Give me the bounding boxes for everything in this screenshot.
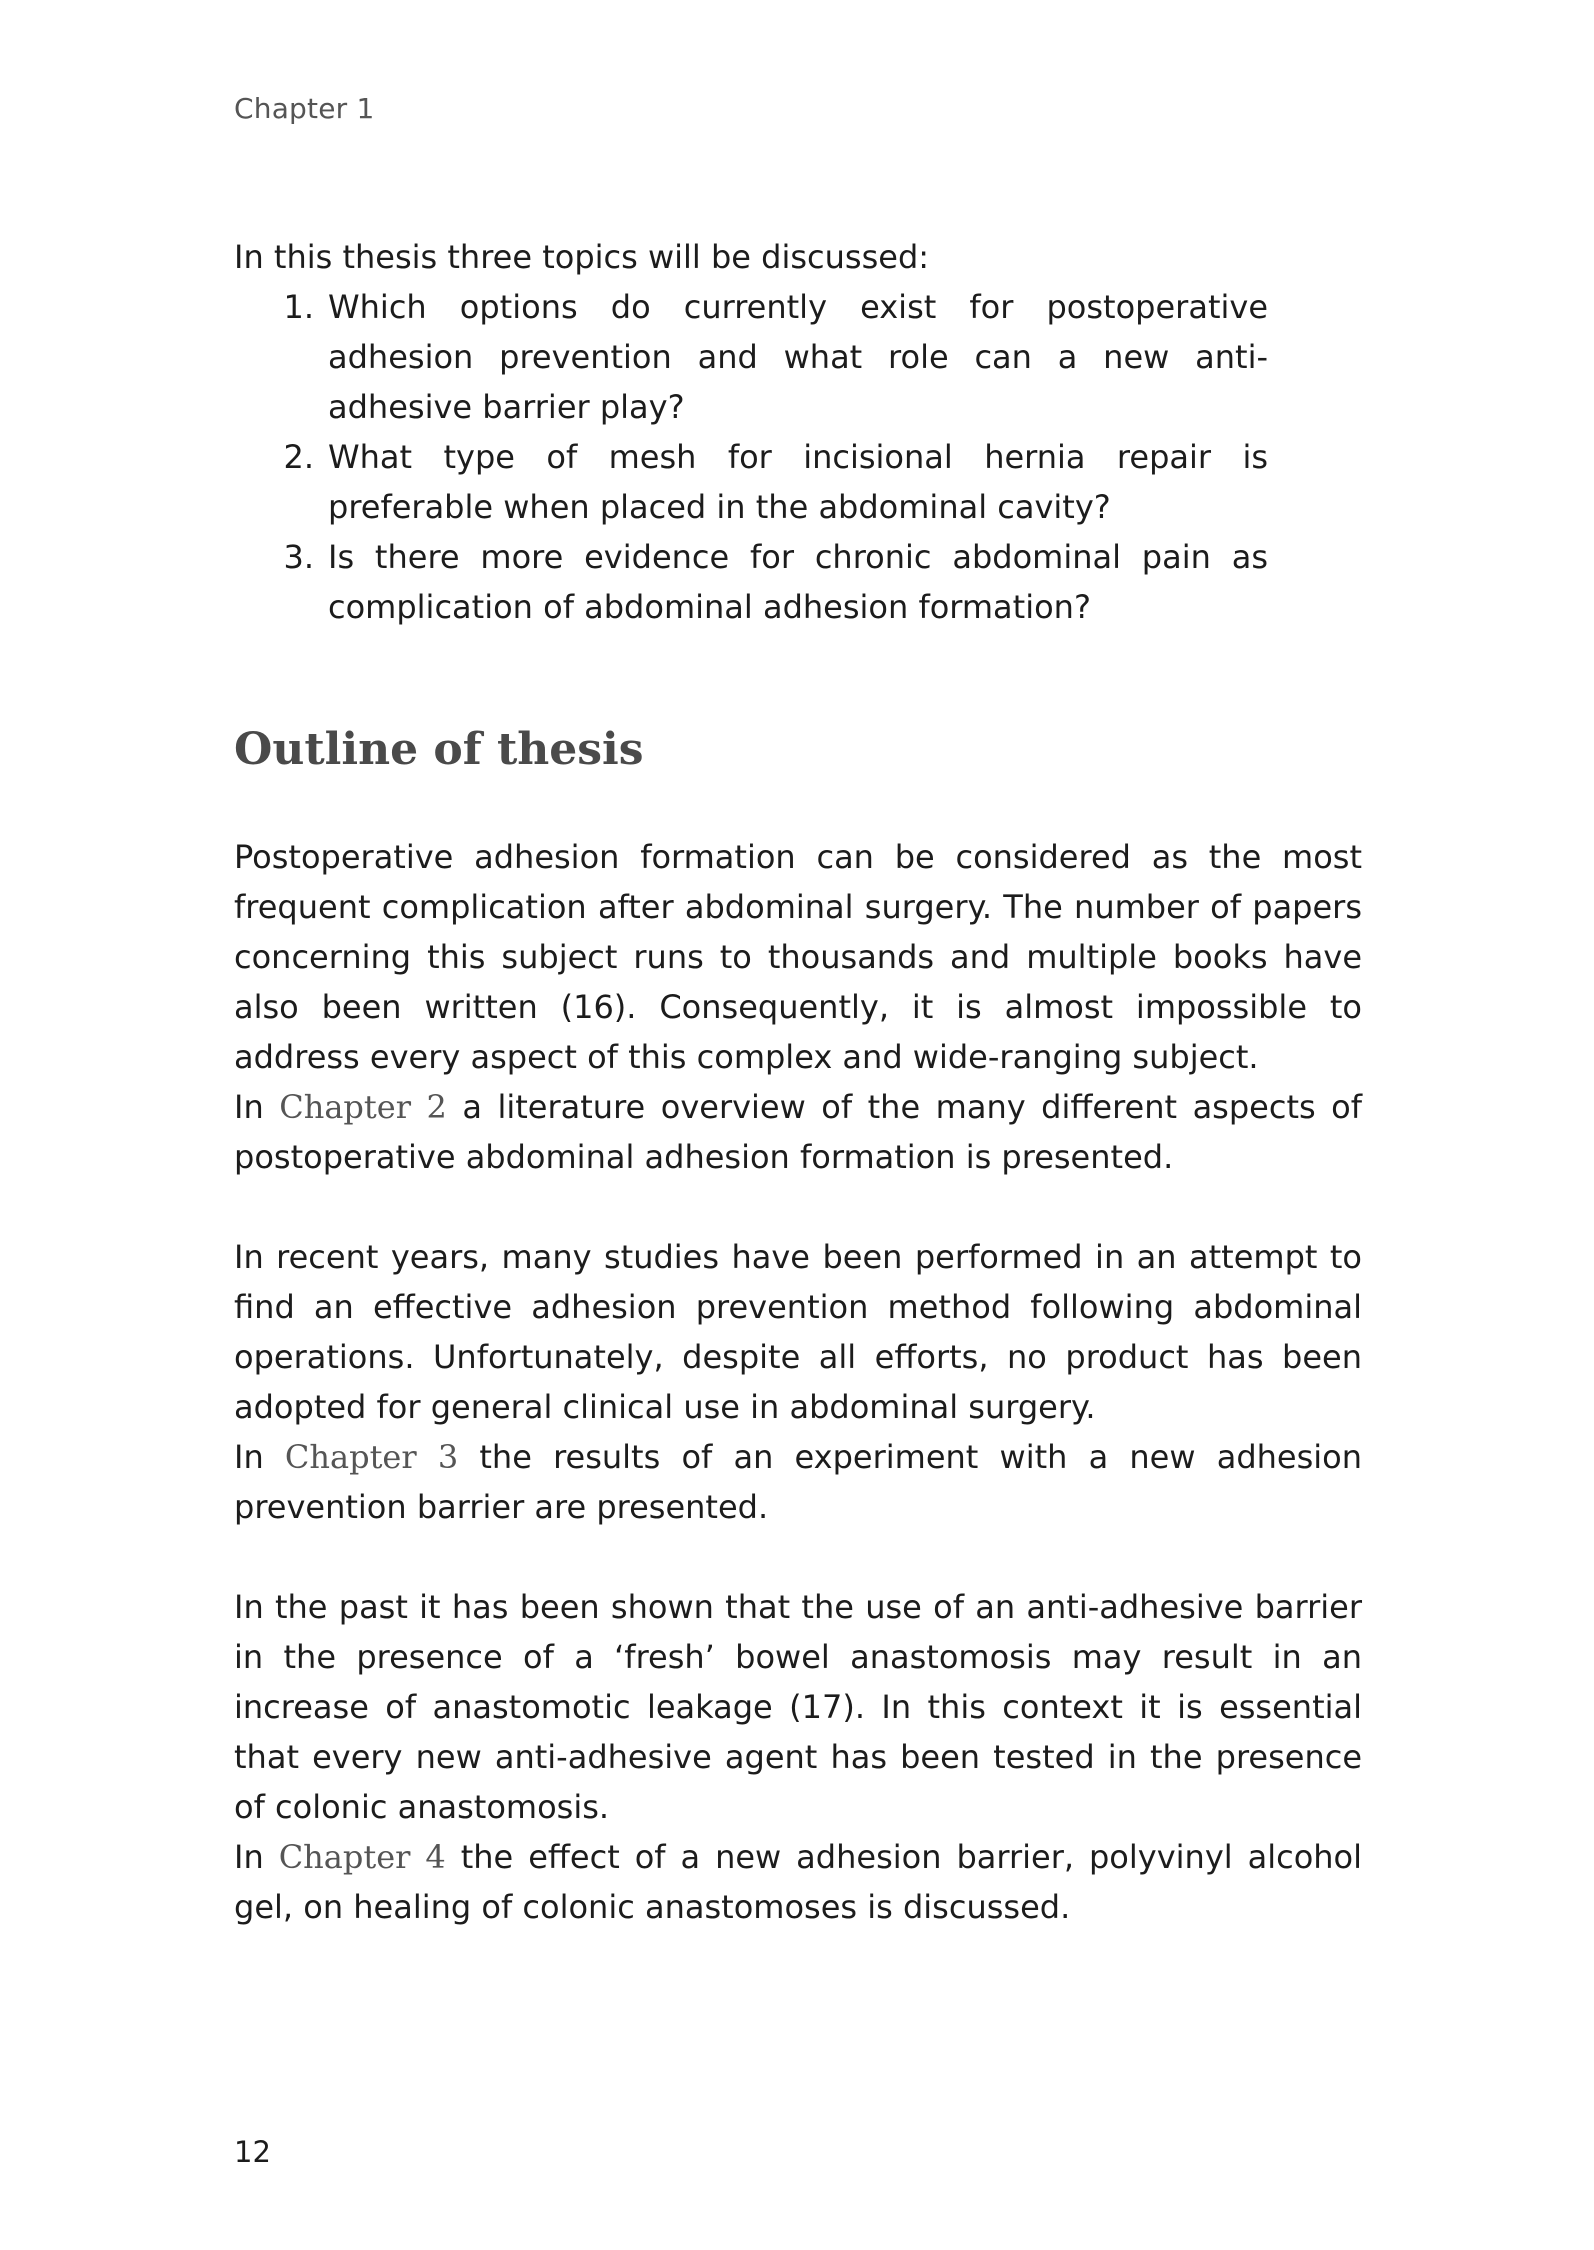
paragraph: In the past it has been shown that the use of an anti-adhesive barrier in the presence of a ‘fresh’ bowel anastomosis may result in an increase of anastomotic leakage (17). In this context it is essential that every new anti-adhesive agent has been tested in the presence of colonic anastomosis. [234,1588,1362,1826]
topic-item [234,532,1268,632]
running-head: Chapter 1 [234,92,375,125]
topic-item [234,282,1268,432]
chapter-reference: Chapter 4 [278,1838,446,1876]
chapter-reference: Chapter 2 [279,1088,447,1126]
paragraph-prefix: In [234,1438,285,1476]
paragraph-chapter-2 [234,1082,1362,1182]
paragraph-prefix: In [234,1088,280,1126]
page-content [234,232,1363,1926]
paragraph: Postoperative adhesion formation can be considered as the most frequent complication after abdominal surgery. The number of papers concerning this subject runs to thousands and multiple books have also been written (16). Consequently, it is almost impossible to address every aspect of this complex and wide-ranging subject. [234,838,1362,1076]
chapter-reference: Chapter 3 [284,1438,459,1476]
paragraph-prefix: In [234,1838,279,1876]
paragraph-rest: the results of an experiment with a new adhesion prevention barrier are presented. [234,1438,1363,1526]
paragraph-rest: the effect of a new adhesion barrier, polyvinyl alcohol gel, on healing of colonic anastomoses is discussed. [234,1838,1363,1926]
paragraph-chapter-3 [234,1432,1362,1532]
page-number: 12 [234,2135,271,2169]
paragraph-rest: a literature overview of the many different aspects of postoperative abdominal adhesion formation is presented. [234,1088,1363,1176]
paragraph-chapter-4 [234,1832,1362,1932]
topics-intro: In this thesis three topics will be discussed: [234,238,930,276]
paragraph-block-prevention [234,1232,1362,1532]
topic-number: 1. [283,288,314,326]
topic-number: 3. [283,538,314,576]
paragraph-block-adhesion-overview [234,832,1362,1182]
topic-text: Which options do currently exist for postoperative adhesion prevention and what role can a new anti-adhesive barrier play? [328,288,1268,426]
topic-item [234,432,1268,532]
topic-text: Is there more evidence for chronic abdominal pain as complication of abdominal adhesion formation? [328,538,1268,626]
paragraph-block-anastomosis [234,1582,1362,1932]
paragraph: In recent years, many studies have been performed in an attempt to find an effective adhesion prevention method following abdominal operations. Unfortunately, despite all efforts, no product has been adopted for general clinical use in abdominal surgery. [234,1238,1362,1426]
topics-list [234,282,1268,632]
topic-text: What type of mesh for incisional hernia repair is preferable when placed in the abdominal cavity? [328,438,1268,526]
topic-number: 2. [283,438,314,476]
section-heading: Outline of thesis [234,724,644,775]
